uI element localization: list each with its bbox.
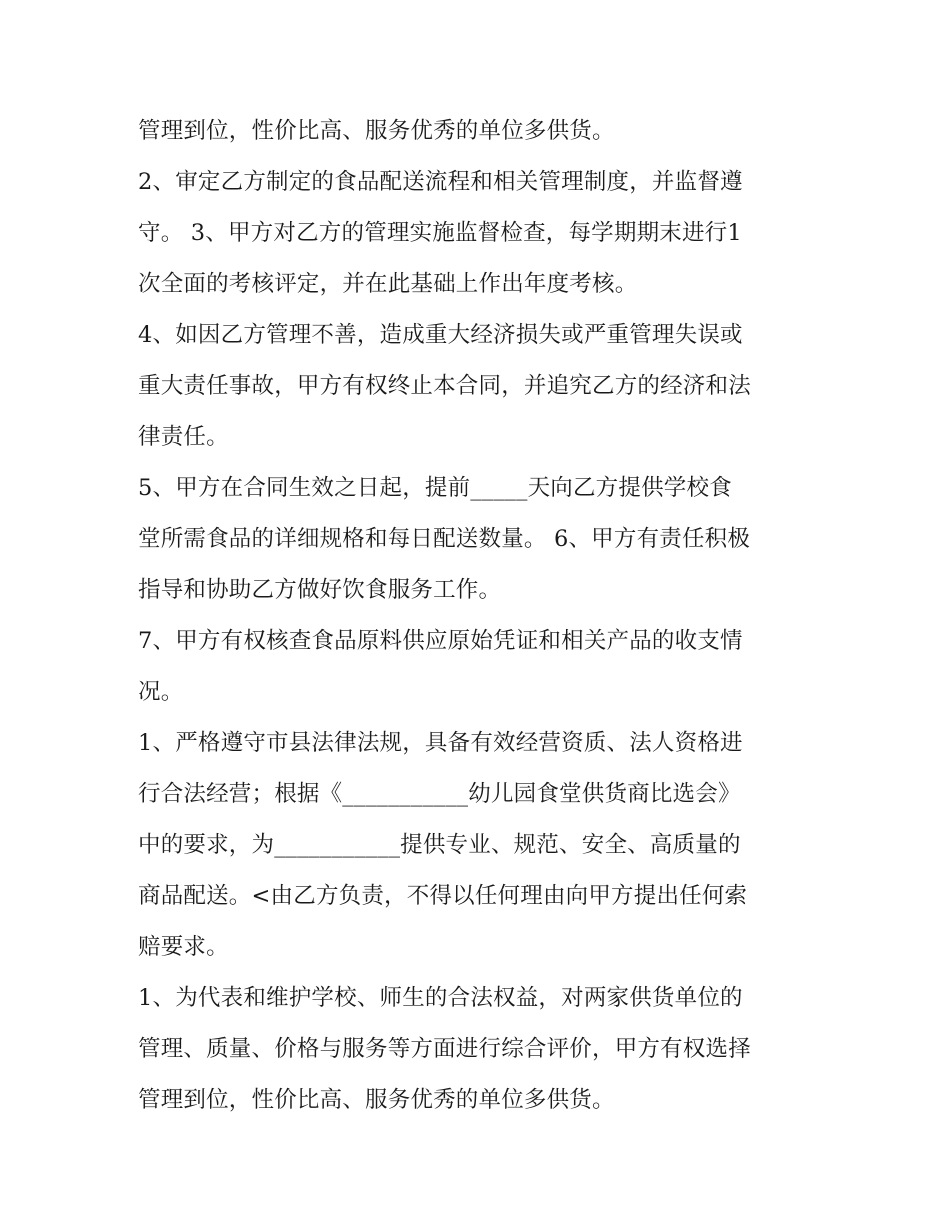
- text-line: 管理、质量、价格与服务等方面进行综合评价，甲方有权选择: [138, 1036, 751, 1062]
- document-body: [138, 106, 818, 1126]
- text-line: 1、严格遵守市县法律法规，具备有效经营资质、法人资格进: [138, 730, 743, 756]
- text-line: 中的要求，为___________提供专业、规范、安全、高质量的: [138, 832, 741, 858]
- text-line: 律责任。: [138, 424, 229, 450]
- text-line: 4、如因乙方管理不善，造成重大经济损失或严重管理失误或: [138, 322, 743, 348]
- text-line: 1、为代表和维护学校、师生的合法权益，对两家供货单位的: [138, 985, 743, 1011]
- text-line: 2、审定乙方制定的食品配送流程和相关管理制度，并监督遵: [138, 169, 743, 195]
- text-line: 次全面的考核评定，并在此基础上作出年度考核。: [138, 271, 638, 297]
- text-line: 行合法经营；根据《___________幼儿园食堂供货商比选会》: [138, 781, 741, 807]
- text-line: 赔要求。: [138, 934, 229, 960]
- text-line: 指导和协助乙方做好饮食服务工作。: [138, 577, 502, 603]
- text-line: 堂所需食品的详细规格和每日配送数量。 6、甲方有责任积极: [138, 526, 751, 552]
- text-line: 守。 3、甲方对乙方的管理实施监督检查，每学期期末进行1: [138, 220, 742, 246]
- text-line: 况。: [138, 679, 184, 705]
- text-line: 管理到位，性价比高、服务优秀的单位多供货。: [138, 1087, 615, 1113]
- text-line: 5、甲方在合同生效之日起，提前_____天向乙方提供学校食: [138, 475, 732, 501]
- text-line: 7、甲方有权核查食品原料供应原始凭证和相关产品的收支情: [138, 628, 743, 654]
- text-line: 管理到位，性价比高、服务优秀的单位多供货。: [138, 118, 615, 144]
- text-line: 商品配送。<由乙方负责，不得以任何理由向甲方提出任何索: [138, 883, 748, 909]
- text-line: 重大责任事故，甲方有权终止本合同，并追究乙方的经济和法: [138, 373, 751, 399]
